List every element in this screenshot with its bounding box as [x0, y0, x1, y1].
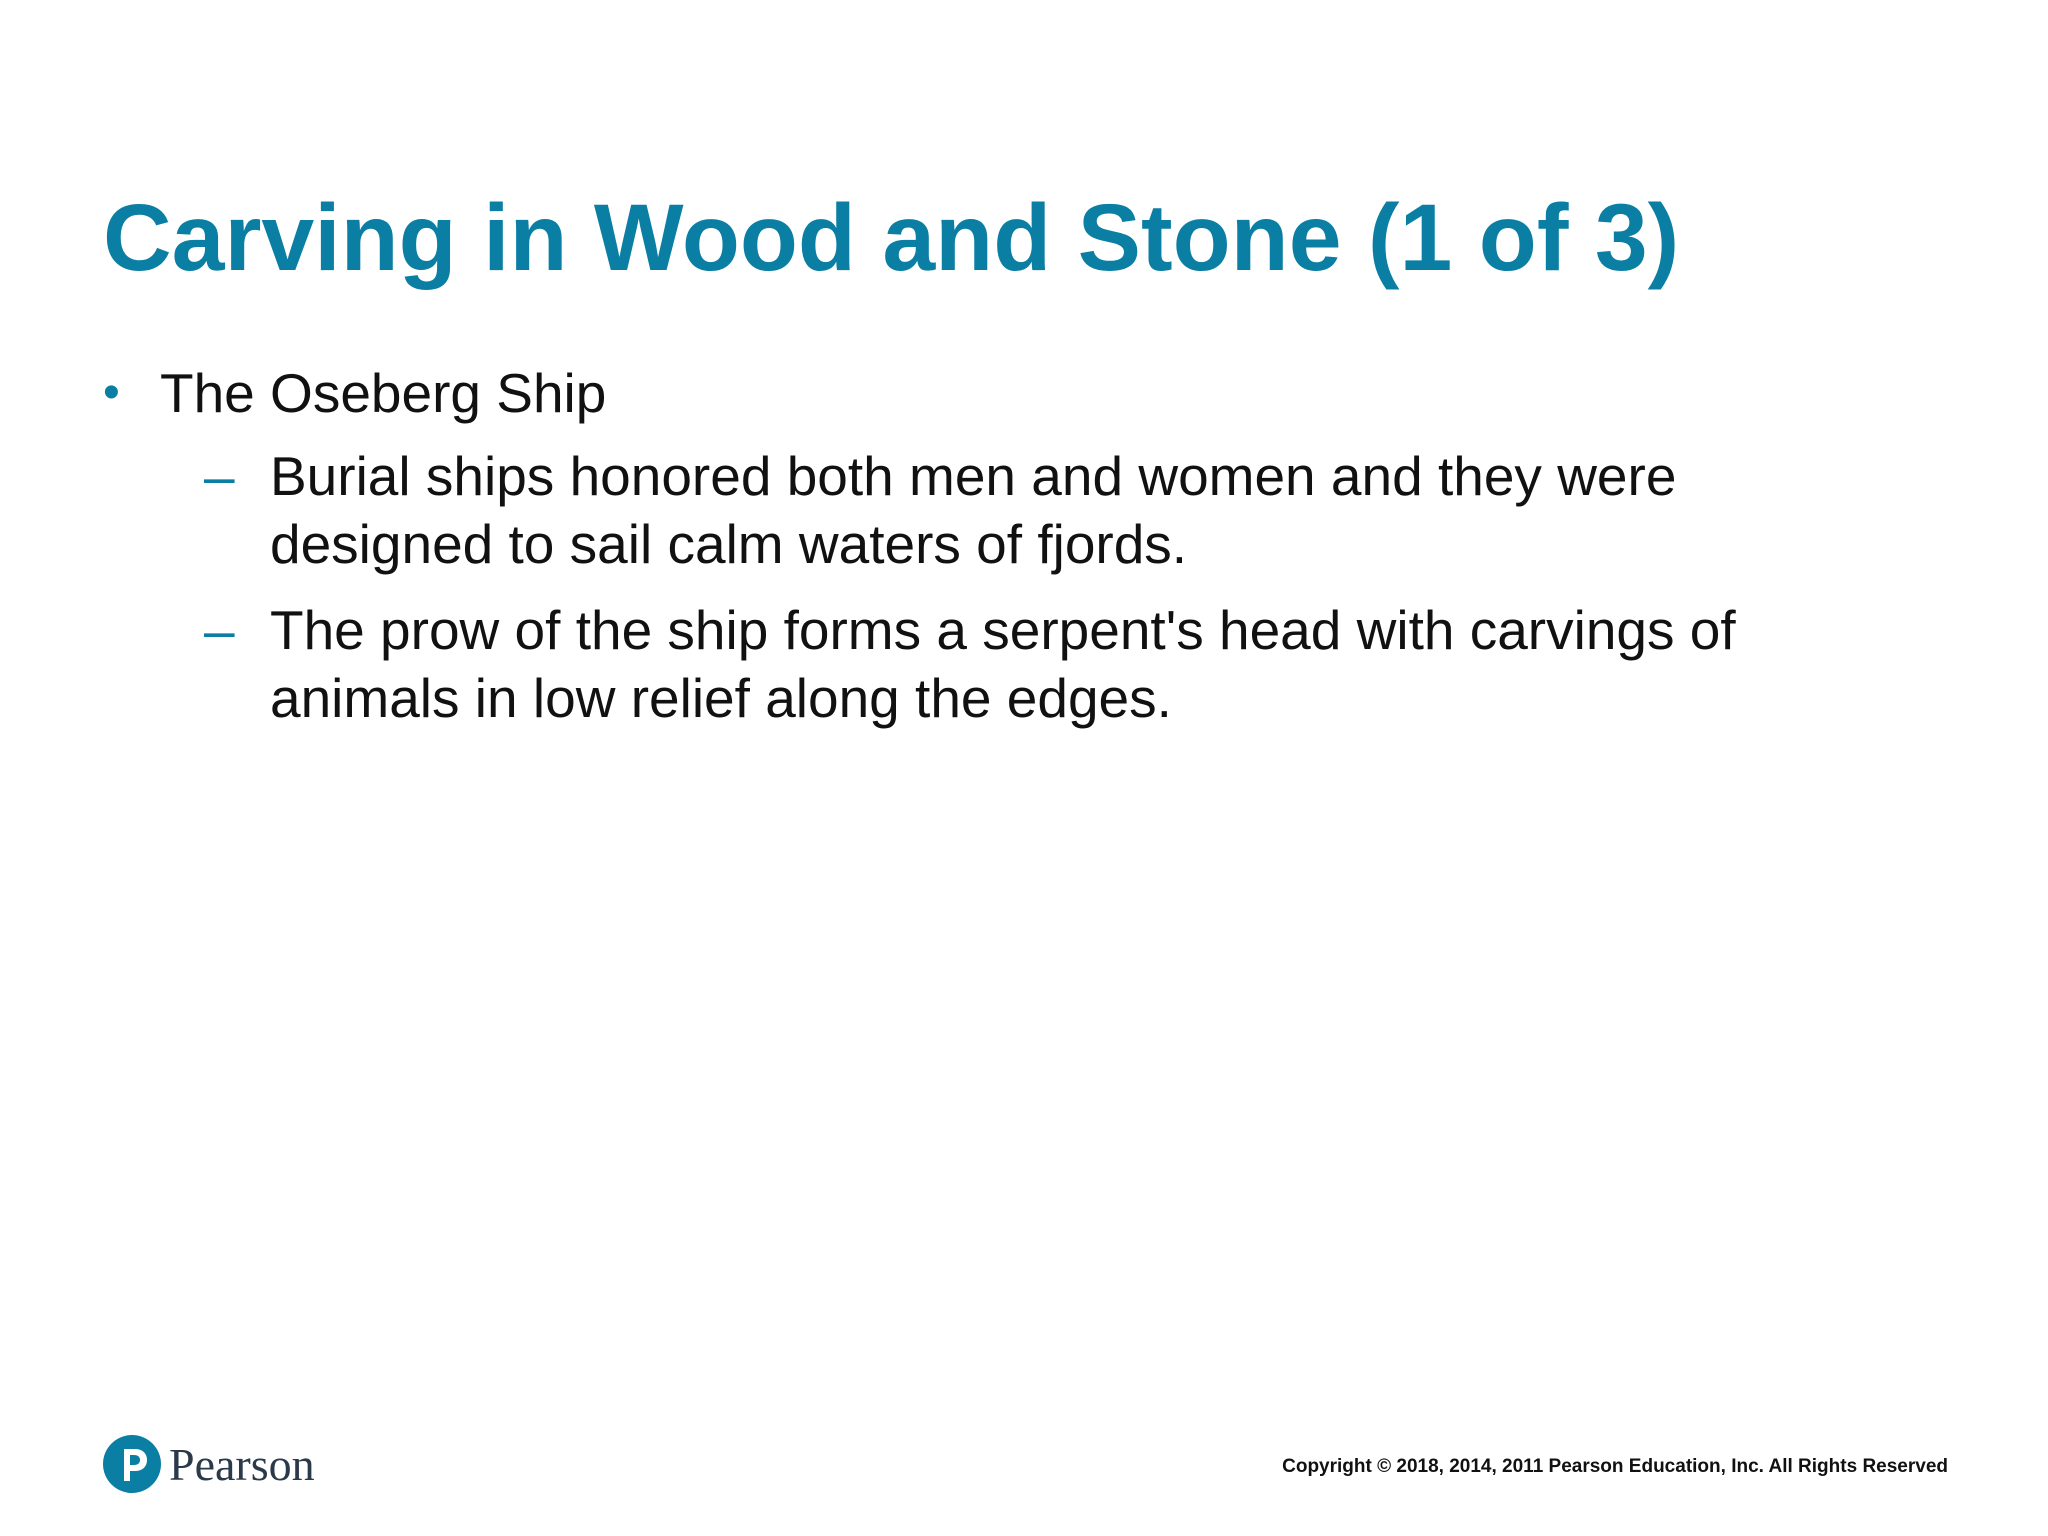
bullet-item	[100, 358, 1860, 428]
sub-bullet-text: Burial ships honored both men and women and they were designed to sail calm waters of fjords.	[270, 445, 1677, 575]
sub-bullet-list	[100, 442, 1860, 732]
sub-bullet-marker: –	[204, 599, 235, 661]
sub-bullet-marker: –	[204, 445, 235, 507]
pearson-logo-text: Pearson	[169, 1438, 315, 1490]
pearson-p-logo-icon	[103, 1435, 161, 1493]
sub-bullet-text: The prow of the ship forms a serpent's head with carvings of animals in low relief along the edges.	[270, 599, 1736, 729]
sub-bullet-item	[100, 596, 1860, 732]
pearson-logo	[103, 1432, 315, 1496]
slide-title: Carving in Wood and Stone (1 of 3)	[103, 185, 1680, 291]
bullet-marker: •	[103, 366, 120, 419]
slide-content	[100, 358, 1860, 750]
bullet-text: The Oseberg Ship	[160, 362, 607, 424]
sub-bullet-item	[100, 442, 1860, 578]
copyright-notice: Copyright © 2018, 2014, 2011 Pearson Education, Inc. All Rights Reserved	[1282, 1456, 1948, 1477]
